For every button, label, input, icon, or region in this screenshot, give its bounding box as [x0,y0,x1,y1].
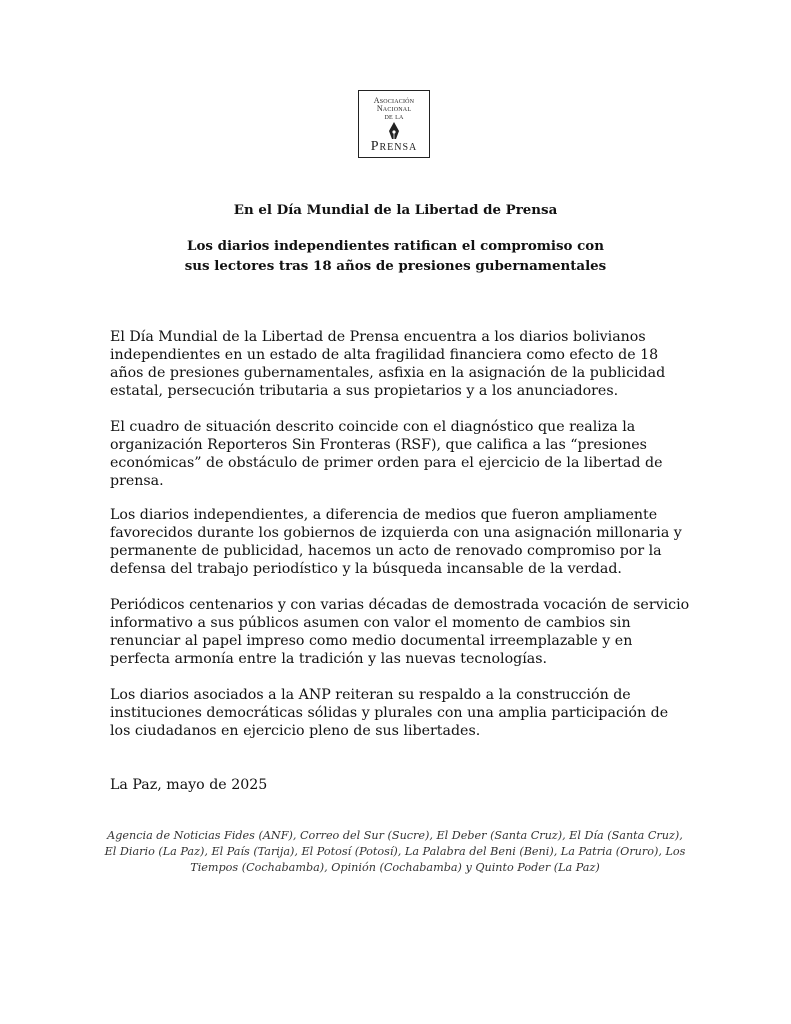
pen-nib-icon [387,122,401,140]
body-paragraph-4: Periódicos centenarios y con varias décadas de demostrada vocación de servicio informativo a sus públicos asumen con valor el momento de cambios sin renunciar al papel impreso como medio documental irreemplazable y en perfecta armonía entre la tradición y las nuevas tecnologías. [110,597,690,667]
subtitle-line-1: Los diarios independientes ratifican el compromiso con [187,238,604,254]
body-paragraph-5: Los diarios asociados a la ANP reiteran su respaldo a la construcción de instituciones democráticas sólidas y plurales con una amplia participación de los ciudadanos en ejercicio pleno de sus libertades. [110,687,669,739]
logo-line-prensa: Prensa [370,139,418,154]
place-and-date: La Paz, mayo de 2025 [110,777,268,793]
body-paragraph-1: El Día Mundial de la Libertad de Prensa encuentra a los diarios bolivianos independientes en un estado de alta fragilidad financiera como efecto de 18 años de presiones gubernamentales, asfixia en la asignación de la publicidad estatal, persecución tributaria a sus propietarios y a los anunciadores. [110,329,666,399]
logo-line-de-la: de la [384,112,404,121]
logo-line-asociacion: Asociación [373,96,415,105]
document-subtitle [0,236,791,276]
document-title: En el Día Mundial de la Libertad de Prensa [233,202,558,218]
subtitle-line-2: sus lectores tras 18 años de presiones gubernamentales [184,258,607,274]
body-paragraph-2: El cuadro de situación descrito coincide con el diagnóstico que realiza la organización Reporteros Sin Fronteras (RSF), que califica a las “presiones económicas” de obstáculo de primer orden para el ejercicio de la libertad de prensa. [110,419,663,489]
signatories-list: Agencia de Noticias Fides (ANF), Correo del Sur (Sucre), El Deber (Santa Cruz), El Día (Santa Cruz), El Diario (La Paz), El País (Tarija), El Potosí (Potosí), La Palabra del Beni (Beni), La Patria (Oruro), Los Tiempos (Cochabamba), Opinión (Cochabamba) y Quinto Poder (La Paz) [104,829,686,874]
body-paragraph-3: Los diarios independientes, a diferencia de medios que fueron ampliamente favorecidos durante los gobiernos de izquierda con una asignación millonaria y permanente de publicidad, hacemos un acto de renovado compromiso por la defensa del trabajo periodístico y la búsqueda incansable de la verdad. [110,507,682,577]
anp-logo [358,90,430,158]
logo-line-nacional: Nacional [376,104,412,113]
